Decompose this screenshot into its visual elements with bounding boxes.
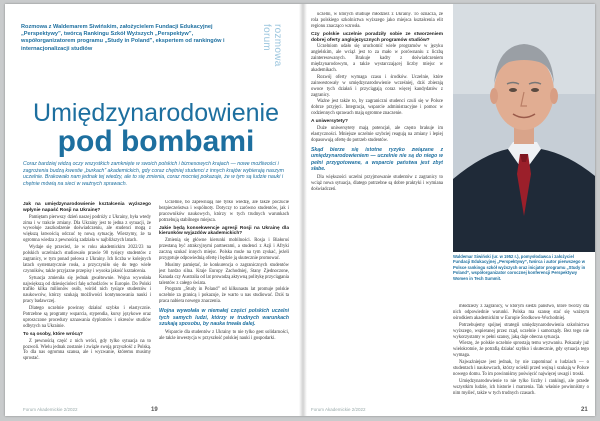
left-footer: Forum Akademickie 2/2022 — [23, 407, 78, 412]
interview-question: Jak na umiędzynarodowienie kształcenia wyższego wpłynie napaść Rosji na Ukrainę? — [23, 202, 151, 213]
body-paragraph: Dlatego uczelnie powinny działać szybko i elastycznie. Potrzebne są programy wsparcia, stypendia, kursy językowe oraz uproszczone procedury uznawania dyplomów i okresów studiów odbytych na Ukrainie. — [23, 306, 151, 329]
intro-text: Rozmowa z Waldemarem Siwińskim, założycielem Fundacji Edukacyjnej „Perspektywy”, twórcą Rankingu Szkół Wyższych „Perspektyw”, współorganizatorem programu „Study in Poland”, ekspertem od rankingów i internacjonalizacji studiów — [21, 24, 225, 52]
body-paragraph: Z pewnością część z nich wróci, gdy tylko sytuacja na to pozwoli. Wielu jednak zostanie i zwiąże swoją przyszłość z Polską. To dla nas ogromna szansa, ale i wyzwanie, któremu musimy sprostać. — [23, 338, 151, 362]
body-paragraph: Wsparcie dla studentów z Ukrainy to nie tylko gest solidarności, ale także inwestycja w przyszłość polskiej nauki i gospodarki. — [159, 330, 289, 342]
portrait-photo — [453, 4, 595, 252]
interview-question: Czy polskie uczelnie poradziły sobie ze stworzeniem dobrej oferty anglojęzycznych programów studiów? — [311, 31, 443, 43]
left-page-number: 19 — [151, 407, 158, 413]
portrait-image — [453, 4, 595, 252]
body-paragraph: Najważniejsze jest jednak, by nie zapominać o ludziach — o studentach i naukowcach, którzy uciekli przed wojną i szukają w Polsce nowego domu. To im powinniśmy poświęcić najwięcej uwagi i troski. — [453, 360, 589, 377]
body-paragraph: Zmienią się główne kierunki mobilności. Rosja i Białoruś przestaną być atrakcyjnymi partnerami, a studenci z Azji i Afryki zaczną szukać innych miejsc. Polska może na tym zyskać, jeżeli przygotuje odpowiednią ofertę i będzie ją skutecznie promować. — [159, 238, 289, 261]
body-paragraph: Potrzebujemy spójnej strategii umiędzynarodowienia szkolnictwa wyższego, wspieranej przez rząd, uczelnie i samorządy. Bez tego nie wykorzystamy w pełni szansy, jaką daje obecna sytuacja. — [453, 322, 589, 340]
body-paragraph: uczelni, w których studiuje młodzież z Ukrainy. To oznacza, że rola polskiego szkolnictwa wyższego jako miejsca kształcenia elit regionu znacząco wzrosła. — [311, 12, 443, 29]
body-paragraph: Pamiętam pierwszy dzień naszej podróży z Ukrainy, była wtedy zima i w trakcie zmiany. Dla Ukrainy jest to jedna z sytuacji, że wywołuje zaszkodzenie doświadczeniu, ale studenci mogą z większą łatwością odczuć tę nową sytuację. Wierzymy, że ta ogromna wiedza z pewnością zadziała w najbliższych latach. — [23, 214, 151, 244]
body-paragraph: Program „Study in Poland” od kilkunastu lat promuje polskie uczelnie za granicą i pokazuje, że warto u nas studiować. Dziś ta praca nabiera nowego znaczenia. — [159, 287, 289, 305]
body-paragraph: Wydaje się przecież, że w roku akademickim 2022/23 na polskich uczelniach studiowało prawie 90 tysięcy studentów z zagranicy, w tym ponad połowa z Ukrainy. Ich liczba w kolejnych latach systematycznie rosła, a przyczyniło się do tego wiele czynników, także przyjazne przepisy i wysoka jakość kształcenia. — [23, 245, 151, 274]
body-paragraph: Wierzę, że polskie uczelnie sprostają temu wyzwaniu. Pokazały już wielokrotnie, że potrafią działać szybko i skutecznie, gdy sytuacja tego wymaga. — [453, 341, 589, 359]
pull-quote: Skąd bierze się istotne ryzyko związane z umiędzynarodowieniem — uczelnie nie są do niego w pełni przygotowane, a wsparcie państwa jest zbyt słabe. — [311, 146, 443, 172]
right-footer: Forum Akademickie 2/2022 — [311, 407, 366, 412]
left-column-2 — [159, 200, 289, 400]
interview-question: To są osoby, które wrócą? — [23, 331, 83, 337]
body-paragraph: Umiędzynarodowienie to nie tylko liczby i rankingi, ale przede wszystkim ludzie, ich historie i marzenia. Tak właśnie powinniśmy o nim myśleć, także w tych trudnych czasach. — [453, 378, 589, 396]
body-paragraph: Duże uniwersytety mają potencjał, ale często brakuje im elastyczności. Mniejsze uczelnie szybciej reagują na zmiany i lepiej dopasowują ofertę do potrzeb studentów. — [311, 125, 443, 143]
section-tag: rozmowa forum — [261, 24, 283, 67]
body-paragraph: Musimy pamiętać, że konkurencja o zagranicznych studentów jest bardzo silna. Kraje Europy Zachodniej, Stany Zjednoczone, Kanada czy Australia od lat prowadzą aktywną politykę przyciągania talentów z całego świata. — [159, 262, 289, 286]
interview-question: Jakie będą konsekwencje agresji Rosji na Ukrainę dla kierunków wyjazdów akademickich? — [159, 225, 289, 237]
title-line-1: Umiędzynarodowienie — [33, 99, 279, 127]
left-column-1 — [23, 200, 151, 400]
photo-caption: Waldemar Siwiński (ur. w 1952 r.), pomysłodawca i założyciel Fundacji Edukacyjnej „Perspektywy”, twórca i autor pierwszego w Polsce rankingu szkół wyższych oraz inicjator programu „Study in Poland”, współorganizator corocznej konferencji Perspektywy Women in Tech Summit. — [453, 254, 586, 281]
pull-quote: Wojna wywołała w niemałej części polskich uczelni tych samych ludzi, którzy w trudnych warunkach szukają sposobu, by nauka trwała dalej. — [159, 308, 289, 327]
body-paragraph: młodzieży z zagranicy, w którym siedzi państwo, które tworzy dla nich odpowiednie warunki. Polska ma szansę stać się ważnym ośrodkiem akademickim w Europie Środkowo-Wschodniej. — [453, 304, 589, 321]
right-page — [303, 4, 595, 416]
body-paragraph: Sytuacja zmieniła się jednak gwałtownie. Wojna wywołała największą od dziesięcioleci falę uchodźców w Europie. Do Polski trafiło kilka milionów osób, wśród nich tysiące studentów i naukowców, którzy szukają możliwości kontynuowania nauki i pracy badawczej. — [23, 275, 151, 305]
magazine-spread — [5, 4, 595, 416]
right-column-2 — [453, 304, 589, 404]
body-paragraph: Uczelniom udało się uruchomić wiele programów w języku angielskim, ale wciąż jest to za mało w porównaniu z liczbą zainteresowanych. Brakuje kadry z doświadczeniem międzynarodowym, a także wystarczającej liczby miejsc w akademikach. — [311, 44, 443, 73]
body-paragraph: Uczelnie, bo zapewniają nie tylko wiedzę, ale także poczucie bezpieczeństwa i wspólnoty. Dotyczy to zarówno studentów, jak i pracowników naukowych, którzy w tych trudnych warunkach potrzebują stabilnego miejsca. — [159, 200, 289, 223]
title-line-2: pod bombami — [57, 125, 255, 158]
right-column-1 — [311, 12, 443, 404]
body-paragraph: Ważne jest także to, by zagraniczni studenci czuli się w Polsce dobrze przyjęci. Integracja, wsparcie administracyjne i pomoc w codziennych sprawach mają ogromne znaczenie. — [311, 99, 443, 117]
article-title — [21, 100, 291, 157]
interview-question: A uniwersytety? — [311, 119, 348, 125]
body-paragraph: Rozwój oferty wymaga czasu i środków. Uczelnie, które zainwestowały w umiędzynarodowienie wcześniej, dziś zbierają owoce tych działań i przyciągają coraz więcej kandydatów z zagranicy. — [311, 74, 443, 98]
left-page — [5, 4, 301, 416]
body-paragraph: Dla większości uczelni przyjmowanie studentów z zagranicy to wciąż nowa sytuacja, dlatego potrzebne są dobre praktyki i wymiana doświadczeń. — [311, 175, 443, 193]
lead-paragraph: Coraz bardziej widzą oczy wszystkich zamknięte w swoich polskich i biznesowych krajach — nowe możliwości i zagrożenia budzą kwestie „burkach” akademickich, gdy coraz chętniej studenci z innych krajów wybierają naszym uczelnie. Brakowało nam jednak tej wiedzy, ale to się zmienia, coraz mocniej pokazuje, że w tym są ludzie nauki i chętnie mówią na sieci w ważnych sprawach. — [23, 161, 284, 187]
right-page-number: 21 — [581, 407, 588, 413]
